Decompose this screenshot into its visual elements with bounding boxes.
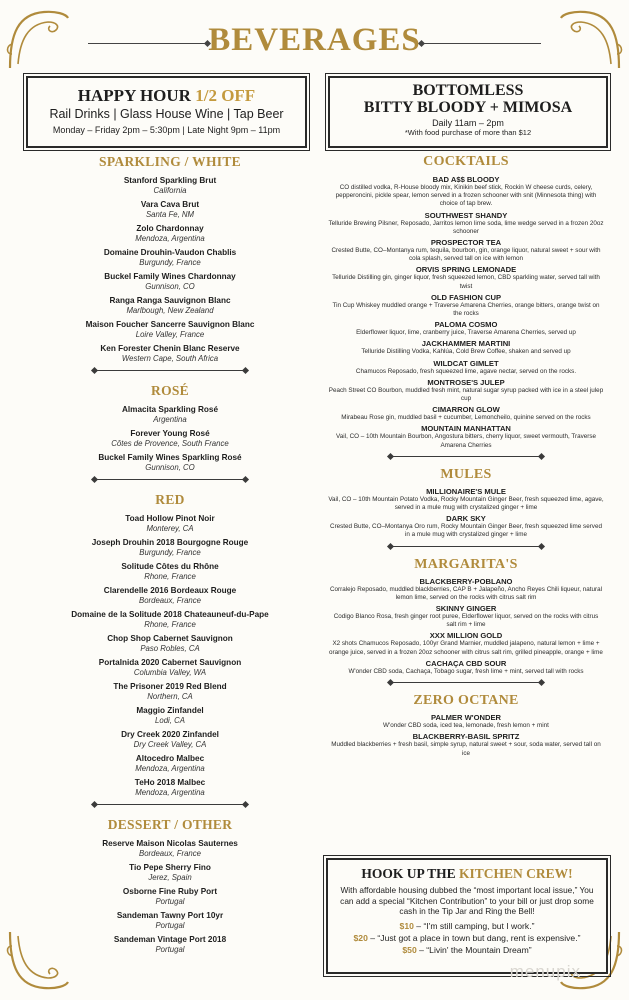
wine-name: Buckel Family Wines Chardonnay [104, 272, 236, 281]
drink-description: Telluride Distilling Vodka, Kahlúa, Cold Brew Coffee, shaken and served up [361, 348, 571, 356]
wine-item [60, 839, 280, 859]
wine-origin: Lodi, CA [155, 716, 185, 725]
drink-description: X2 shots Chamucos Reposado, 100yr Grand Marnier, muddled jalapeno, natural lemon + lime + orange juice, served in a frozen 20oz schooner with citrus salt rim, grilled pineapple, orange + lime [329, 640, 603, 656]
wine-origin: California [153, 186, 187, 195]
tier-amount: $50 [402, 944, 417, 955]
drink-description: Vail, CO – 10th Mountain Potato Vodka, Rocky Mountain Ginger Beer, fresh squeezed lime, agave, served in a mule mug with crystalized ginger + lime [328, 495, 604, 512]
wine-origin: Marlbough, New Zealand [126, 306, 214, 315]
wine-item [60, 586, 280, 606]
section-title: ZERO OCTANE [413, 693, 519, 709]
wine-item [60, 200, 280, 220]
wine-origin: Santa Fe, NM [145, 210, 195, 219]
wine-item [60, 634, 280, 654]
drink-description: W'onder CBD soda, Cachaça, Tobago sugar, fresh lime + mint, served tall with rocks [348, 667, 584, 675]
drink-description: Vail, CO – 10th Mountain Bourbon, Angostura bitters, cherry liquor, sweet vermouth, Traverse Amarena Cherries [336, 433, 596, 449]
drink-description: Telluride Brewing Pilsner, Reposado, Jarritos lemon lime soda, lime wedge served in a frozen 20oz schooner [328, 219, 604, 235]
section-divider [391, 546, 541, 547]
section-title: COCKTAILS [423, 154, 509, 169]
kitchen-crew-tiers [328, 920, 606, 956]
wine-origin: Loire Valley, France [135, 330, 205, 339]
tier-text: – “Livin' the Mountain Dream” [416, 944, 532, 955]
section-title: DESSERT / OTHER [107, 817, 233, 832]
section-margaritas [328, 557, 604, 676]
section-title: SPARKLING / WHITE [99, 154, 241, 169]
section-rose [60, 383, 280, 473]
wine-name: TeHo 2018 Malbec [134, 778, 206, 787]
wine-origin: Portugal [155, 945, 185, 954]
drink-description: W'onder CBD soda, iced tea, lemonade, fresh lemon + mint [383, 722, 549, 730]
wine-item [60, 658, 280, 678]
tier-item [328, 932, 606, 944]
wine-origin: Dry Creek Valley, CA [133, 740, 207, 749]
drink-name: BLACKBERRY-BASIL SPRITZ [412, 732, 520, 742]
drink-name: MONTROSE'S JULEP [427, 377, 505, 387]
happy-hour-subtitle: Rail Drinks | Glass House Wine | Tap Beer [49, 107, 284, 121]
drink-name: DARK SKY [446, 514, 486, 524]
wine-name: Almacita Sparkling Rosé [121, 405, 218, 414]
happy-hour-label: HAPPY HOUR [77, 86, 196, 105]
drink-item [328, 487, 604, 512]
drink-item [328, 424, 604, 449]
wine-name: Domaine de la Solitude 2018 Chateauneuf-du-Pape [71, 610, 269, 619]
wine-item [60, 562, 280, 582]
tier-amount: $20 [353, 932, 368, 943]
wine-name: Buckel Family Wines Sparkling Rosé [98, 453, 242, 462]
drink-description: Chamucos Reposado, fresh squeezed lime, agave nectar, served on the rocks. [355, 367, 577, 375]
wine-origin: Northern, CA [147, 692, 193, 701]
bottomless-hours: Daily 11am – 2pm [432, 118, 504, 128]
tier-amount: $10 [399, 920, 414, 931]
wine-origin: Mendoza, Argentina [135, 234, 205, 243]
wine-origin: Gunnison, CO [145, 282, 195, 291]
wine-name: Domaine Drouhin-Vaudon Chablis [103, 248, 237, 257]
drink-item [328, 265, 604, 290]
wine-origin: Mendoza, Argentina [135, 788, 205, 797]
wine-origin: Burgundy, France [139, 258, 201, 267]
wine-name: Joseph Drouhin 2018 Bourgogne Rouge [91, 538, 249, 547]
wine-origin: Bordeaux, France [139, 596, 201, 605]
wine-origin: Paso Robles, CA [140, 644, 200, 653]
drink-item [328, 175, 604, 209]
bottomless-line1: BOTTOMLESS [412, 82, 524, 99]
wine-item [60, 344, 280, 364]
wine-name: Chop Shop Cabernet Sauvignon [107, 634, 233, 643]
wine-name: Clarendelle 2016 Bordeaux Rouge [103, 586, 237, 595]
section-sparkling-white [60, 154, 280, 364]
kitchen-crew-heading-b: KITCHEN CREW! [459, 866, 573, 881]
bottomless-line2: BITTY BLOODY + MIMOSA [363, 99, 573, 116]
drink-description: Muddled blackberries + fresh basil, simple syrup, natural sweet + sour, soda water, served tall on ice [331, 741, 601, 757]
wine-name: Reserve Maison Nicolas Sauternes [102, 839, 238, 848]
drink-description: CO distilled vodka, R-House bloody mix, Kinikin beef stick, Rockin W cheese curds, celery, pepperoncini, pickle spear, lemon served in a frozen schooner with snit (Minnesota thing) with choice of tap brew. [335, 184, 597, 208]
drink-name: PALMER W'ONDER [430, 713, 501, 723]
drink-item [328, 378, 604, 403]
happy-hour-box [26, 76, 307, 148]
wine-origin: Bordeaux, France [139, 849, 201, 858]
drink-item [328, 631, 604, 656]
wine-origin: Western Cape, South Africa [121, 354, 219, 363]
wine-item [60, 224, 280, 244]
wine-item [60, 453, 280, 473]
drink-description: Tin Cup Whiskey muddled orange + Traverse Amarena Cherries, orange bitters, orange twist on the rocks [332, 301, 600, 318]
wine-name: Dry Creek 2020 Zinfandel [121, 730, 219, 739]
wine-item [60, 296, 280, 316]
wine-origin: Jerez, Spain [148, 873, 192, 882]
section-divider [391, 456, 541, 457]
happy-hour-discount: 1/2 OFF [195, 86, 256, 105]
drink-item [328, 604, 604, 629]
drink-item [328, 514, 604, 539]
kitchen-crew-heading [328, 866, 606, 882]
drink-description: Corralejo Reposado, muddled blackberries, CAP B + Jalapeño, Ancho Reyes Chili liqueur, natural lemon lime, served on the rocks with citrus salt rim [329, 585, 603, 601]
section-title: MARGARITA'S [414, 556, 518, 572]
wine-origin: Monterey, CA [146, 524, 194, 533]
drink-item [328, 659, 604, 676]
drink-item [328, 732, 604, 757]
drink-item [328, 293, 604, 318]
wine-name: The Prisoner 2019 Red Blend [113, 682, 227, 691]
section-mules [328, 467, 604, 540]
bottomless-box [328, 76, 608, 148]
drink-item [328, 320, 604, 337]
page-title: BEVERAGES [208, 22, 421, 58]
wine-origin: Portugal [155, 921, 185, 930]
drink-description: Peach Street CO Bourbon, muddled fresh mint, natural sugar syrup packed with ice in a steel julep cup [328, 386, 604, 403]
wine-name: Solitude Côtes du Rhône [121, 562, 219, 571]
wine-item [60, 272, 280, 292]
drink-item [328, 713, 604, 730]
section-title: RED [155, 492, 185, 507]
wine-item [60, 320, 280, 340]
drink-description: Crested Butte, CO–Montanya Oro rum, Rocky Mountain Ginger Beer, fresh squeezed lime served in a mule mug with crystalized ginger + lime [330, 523, 602, 539]
drink-name: SOUTHWEST SHANDY [424, 210, 508, 220]
section-zero-octane [328, 693, 604, 758]
drink-item [328, 577, 604, 602]
section-title: MULES [440, 466, 492, 482]
drink-name: PROSPECTOR TEA [430, 238, 502, 248]
drink-name: MILLIONAIRE'S MULE [426, 486, 506, 496]
wine-item [60, 730, 280, 750]
drink-name: ORVIS SPRING LEMONADE [415, 265, 517, 275]
drink-item [328, 359, 604, 376]
wine-item [60, 538, 280, 558]
cocktail-column [328, 150, 604, 760]
wine-origin: Rhone, France [144, 620, 196, 629]
wine-origin: Gunnison, CO [145, 463, 195, 472]
drink-name: OLD FASHION CUP [430, 292, 502, 302]
drink-item [328, 405, 604, 422]
drink-item [328, 339, 604, 356]
section-title: ROSÉ [151, 383, 189, 398]
watermark: menupix [509, 962, 581, 981]
section-divider [95, 804, 245, 805]
kitchen-crew-box [326, 858, 608, 974]
wine-origin: Côtes de Provence, South France [111, 439, 229, 448]
wine-item [60, 778, 280, 798]
drink-name: JACKHAMMER MARTINI [421, 339, 511, 349]
drink-name: BLACKBERRY-POBLANO [419, 576, 513, 586]
happy-hour-heading [28, 86, 305, 106]
section-dessert [60, 817, 280, 955]
wine-column [60, 150, 280, 959]
drink-name: SKINNY GINGER [435, 604, 497, 614]
drink-item [328, 211, 604, 236]
kitchen-crew-body: With affordable housing dubbed the “most important local issue,” You can add a special “Kitchen Contribution” to your bill or just drop some cash in the Tip Jar and Ring the Bell! [340, 885, 594, 916]
wine-item [60, 887, 280, 907]
happy-hour-times: Monday – Friday 2pm – 5:30pm | Late Night 9pm – 11pm [52, 125, 281, 135]
wine-name: Osborne Fine Ruby Port [122, 887, 218, 896]
kitchen-crew-heading-a: HOOK UP THE [361, 866, 459, 881]
wine-name: Stanford Sparkling Brut [123, 176, 217, 185]
wine-item [60, 706, 280, 726]
wine-origin: Mendoza, Argentina [135, 764, 205, 773]
drink-name: XXX MILLION GOLD [429, 631, 503, 641]
tier-item [328, 920, 606, 932]
drink-description: Crested Butte, CO–Montanya rum, tequila, bourbon, gin, orange liquor, natural sweet + sour with cola splash, served tall on ice with lemon [331, 247, 601, 263]
wine-name: Ranga Ranga Sauvignon Blanc [109, 296, 231, 305]
page-title-row [0, 22, 629, 59]
wine-name: Maison Foucher Sancerre Sauvignon Blanc [85, 320, 255, 329]
drink-name: CACHAÇA CBD SOUR [425, 658, 507, 668]
wine-name: Tio Pepe Sherry Fino [129, 863, 211, 872]
drink-name: WILDCAT GIMLET [433, 358, 499, 368]
wine-origin: Argentina [153, 415, 187, 424]
drink-name: MOUNTAIN MANHATTAN [421, 424, 511, 434]
drink-item [328, 238, 604, 263]
wine-item [60, 514, 280, 534]
wine-item [60, 911, 280, 931]
wine-origin: Burgundy, France [139, 548, 201, 557]
wine-item [60, 682, 280, 702]
wine-origin: Rhone, France [144, 572, 196, 581]
wine-item [60, 405, 280, 425]
section-divider [95, 479, 245, 480]
wine-name: Sandeman Tawny Port 10yr [116, 911, 224, 920]
wine-origin: Columbia Valley, WA [133, 668, 207, 677]
wine-name: Portalnida 2020 Cabernet Sauvignon [98, 658, 242, 667]
wine-name: Maggio Zinfandel [136, 706, 204, 715]
wine-item [60, 429, 280, 449]
wine-origin: Portugal [155, 897, 185, 906]
drink-name: PALOMA COSMO [434, 320, 498, 330]
drink-description: Elderflower liquor, lime, cranberry juice, Traverse Amarena Cherries, served up [356, 329, 576, 337]
wine-item [60, 935, 280, 955]
tier-text: – “Just got a place in town but dang, rent is expensive.” [367, 932, 581, 943]
tier-item [328, 944, 606, 956]
wine-item [60, 176, 280, 196]
wine-item [60, 248, 280, 268]
drink-name: CIMARRON GLOW [432, 405, 500, 415]
wine-name: Vara Cava Brut [140, 200, 200, 209]
drink-description: Codigo Blanco Rosa, fresh ginger root puree, Elderflower liquor, served on the rocks with citrus salt rim + lime [333, 613, 599, 629]
wine-name: Altocedro Malbec [135, 754, 205, 763]
wine-name: Zolo Chardonnay [136, 224, 204, 233]
section-divider [95, 370, 245, 371]
drink-description: Telluride Distilling gin, ginger liquor, fresh squeezed lemon, CBD sparkling water, served tall with twist [332, 274, 600, 290]
wine-item [60, 863, 280, 883]
wine-name: Toad Hollow Pinot Noir [125, 514, 215, 523]
section-divider [391, 682, 541, 683]
section-cocktails [328, 154, 604, 450]
wine-name: Forever Young Rosé [130, 429, 210, 438]
wine-name: Ken Forester Chenin Blanc Reserve [100, 344, 240, 353]
section-red [60, 492, 280, 798]
drink-description: Mirabeau Rose gin, muddled basil + cucumber, Lemoncheilo, quinine served on the rocks [341, 414, 591, 422]
drink-name: BAD A$$ BLOODY [432, 175, 500, 184]
bottomless-note: *With food purchase of more than $12 [404, 128, 532, 137]
wine-item [60, 610, 280, 630]
wine-name: Sandeman Vintage Port 2018 [113, 935, 227, 944]
tier-text: – “I'm still camping, but I work.” [413, 920, 535, 931]
wine-item [60, 754, 280, 774]
